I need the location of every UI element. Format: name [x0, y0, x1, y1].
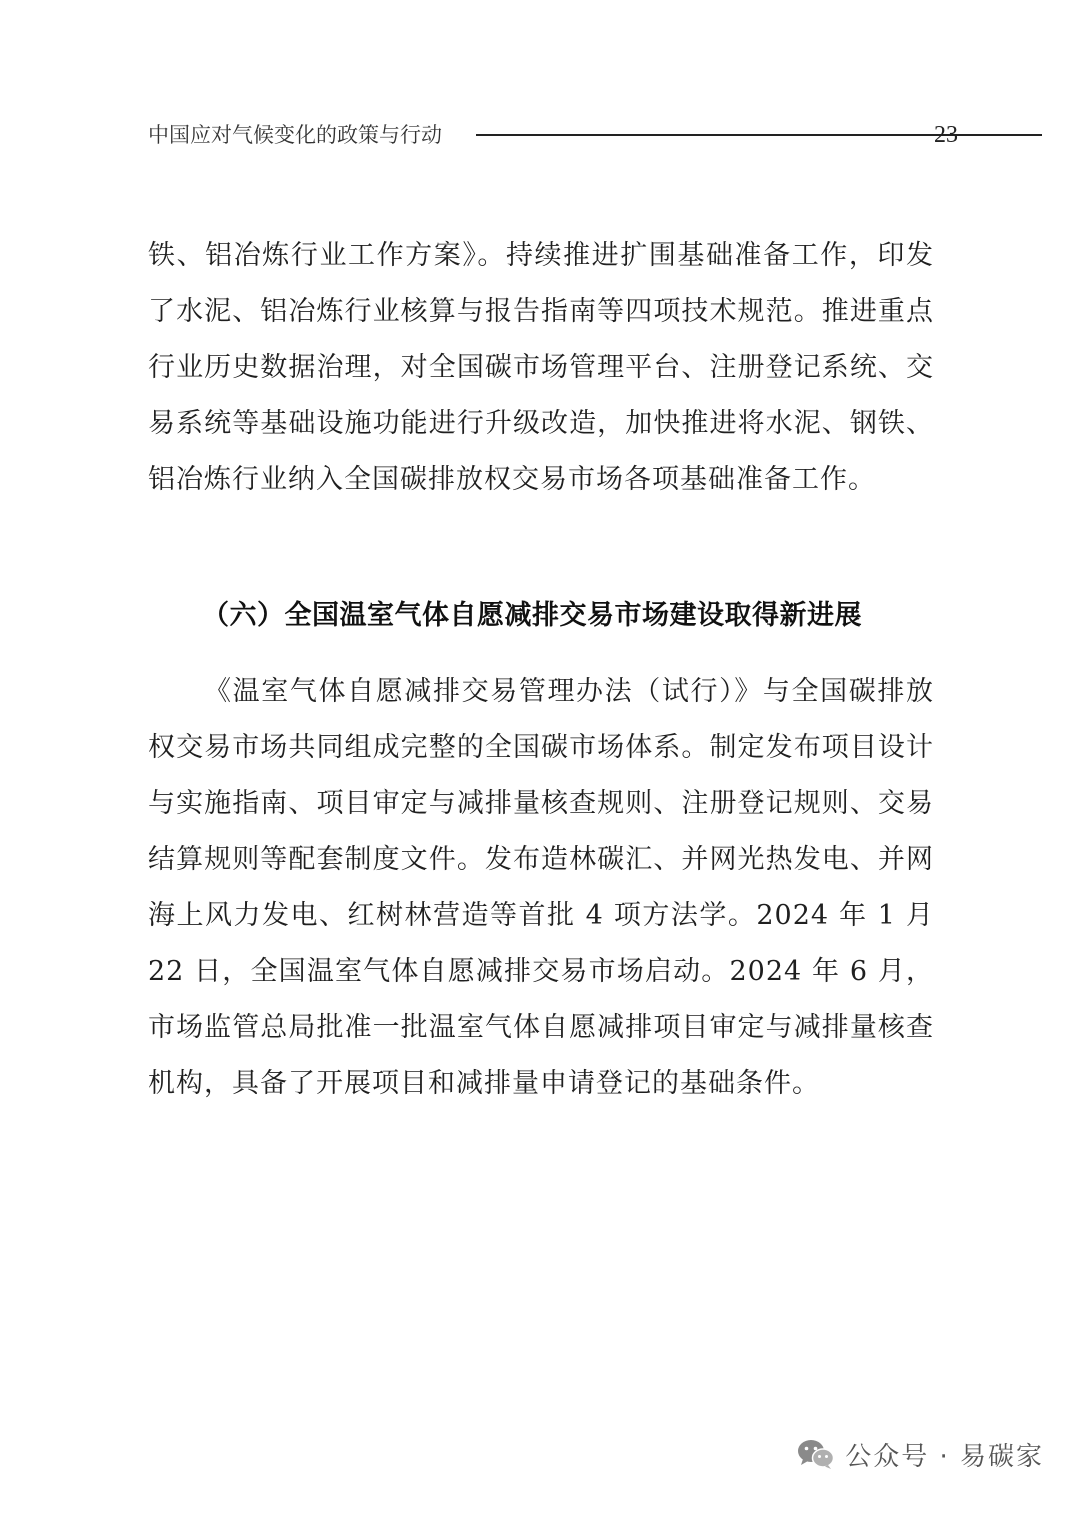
section-heading: （六）全国温室气体自愿减排交易市场建设取得新进展	[202, 600, 862, 631]
running-header	[148, 118, 958, 152]
body-paragraph-1: 铁、铝冶炼行业工作方案》。持续推进扩围基础准备工作，印发了水泥、铝冶炼行业核算与报告指南等四项技术规范。推进重点行业历史数据治理，对全国碳市场管理平台、注册登记系统、交易系统等基础设施功能进行升级改造，加快推进将水泥、钢铁、铝冶炼行业纳入全国碳排放权交易市场各项基础准备工作。	[148, 240, 934, 495]
wechat-icon	[797, 1438, 835, 1470]
running-header-title: 中国应对气候变化的政策与行动	[148, 123, 442, 147]
page-number: 23	[934, 122, 958, 148]
watermark	[797, 1432, 1044, 1476]
body-paragraph-2: 《温室气体自愿减排交易管理办法（试行）》与全国碳排放权交易市场共同组成完整的全国碳市场体系。制定发布项目设计与实施指南、项目审定与减排量核查规则、注册登记规则、交易结算规则等配套制度文件。发布造林碳汇、并网光热发电、并网海上风力发电、红树林营造等首批 4 项方法学。2024 年 1 月 22 日，全国温室气体自愿减排交易市场启动。2024 年 6 月，市场监管总局批准一批温室气体自愿减排项目审定与减排量核查机构，具备了开展项目和减排量申请登记的基础条件。	[148, 676, 934, 1099]
watermark-text: 公众号 · 易碳家	[845, 1441, 1044, 1472]
